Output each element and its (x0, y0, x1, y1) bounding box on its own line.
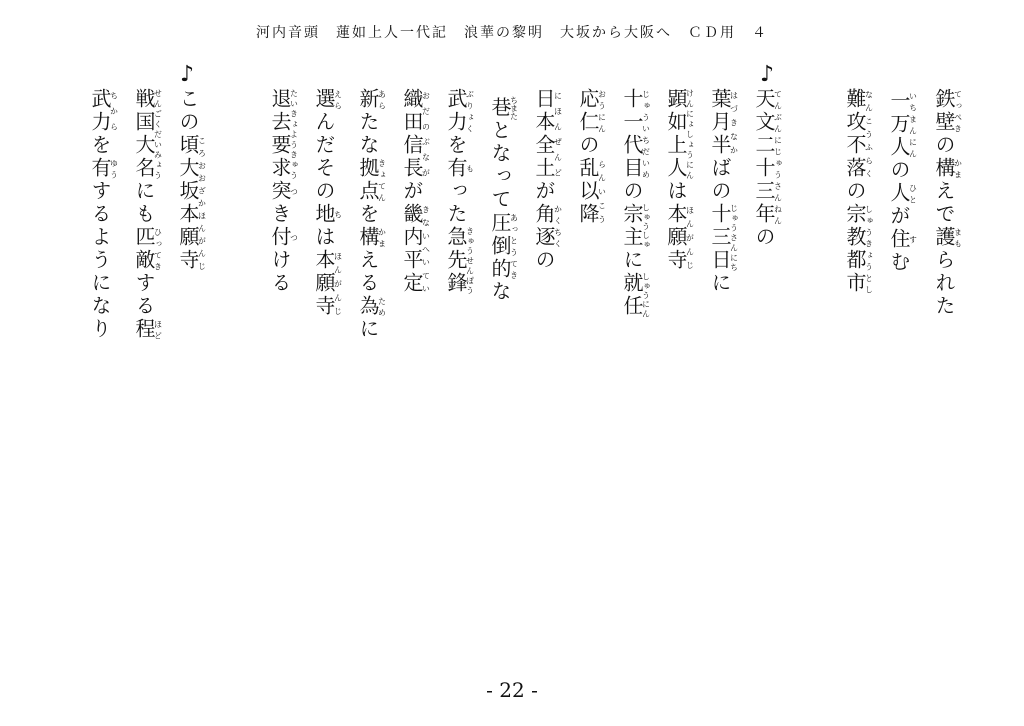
lyric-line-5: 葉月半はづきなかばの十三日じゅうさんにちに (708, 88, 739, 295)
lyric-line-17: 戦国大名せんごくだいみょうにも匹敵ひってきする程ほど (132, 88, 163, 341)
lyric-line-16: この頃大坂本願寺ころおおざかほんがんじ (176, 88, 207, 272)
lyric-line-18: 武力ちからを有ゆうするようになり (88, 88, 119, 341)
page-number: - 22 - (486, 678, 538, 702)
lyric-line-3: 難攻不落なんこうふらくの宗教都市しゅうきょうとし (843, 88, 874, 295)
lyric-line-10: 巷ちまたとなって圧倒的あっとうてきな (488, 96, 519, 304)
lyric-line-9: 日本全土にほんぜんどが角逐かくちくの (532, 88, 563, 272)
lyric-line-12: 織田信長おだのぶながが畿内平定きないへいてい (400, 88, 431, 295)
lyric-line-4: 天文二十三年てんぶんにじゅうさんねんの (752, 88, 783, 249)
music-note-icon: ♪ (180, 62, 195, 87)
lyric-line-11: 武力ぶりょくを有もった急先鋒きゅうせんぽう (444, 88, 475, 295)
lyric-line-14: 選えらんだその地ちは本願寺ほんがんじ (312, 88, 343, 318)
page-header: 河内音頭 蓮如上人一代記 浪華の黎明 大坂から大阪へ ＣＤ用 ４ (256, 25, 768, 41)
lyric-line-6: 顕如上人けんにょしょうにんは本願寺ほんがんじ (664, 88, 695, 272)
lyric-line-7: 十一代目じゅういちだいめの宗主しゅうしゅに就任しゅうにん (620, 88, 651, 318)
lyric-line-13: 新あらたな拠点きょてんを構かまえる為ために (356, 88, 387, 341)
lyric-line-1: 鉄壁てっぺきの構かまえで護まもられた (932, 88, 963, 318)
lyric-line-15: 退去要求たいきょようきゅう突つき付つける (268, 88, 299, 295)
music-note-icon: ♪ (760, 62, 775, 87)
lyric-line-2: 一万人いちまんにんの人ひとが住すむ (887, 90, 918, 274)
lyric-line-8: 応仁おうにんの乱以降らんいこう (576, 88, 607, 226)
